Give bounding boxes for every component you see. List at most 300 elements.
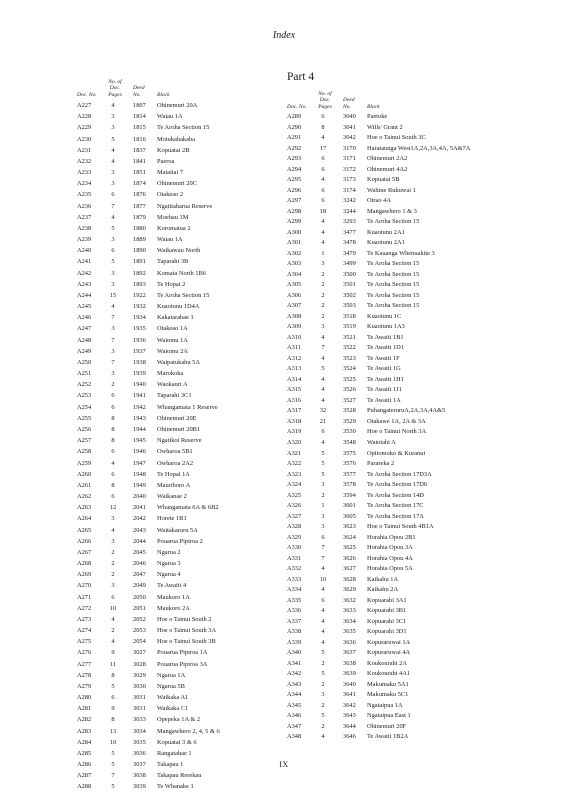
doc-pages: 7 [111, 358, 115, 366]
block-name: Te Hopai 1A [157, 470, 190, 478]
doc-number: A240 [77, 247, 92, 255]
table-row [287, 196, 527, 207]
deed-number: 2042 [133, 515, 146, 523]
table-row [77, 323, 277, 334]
doc-pages: 6 [111, 191, 115, 199]
deed-number: 1893 [133, 280, 146, 288]
block-name: Kopuarahi 3A1 [367, 596, 407, 604]
header-block: Block [157, 91, 170, 98]
table-row [287, 343, 527, 354]
table-row [287, 606, 527, 617]
doc-number: A233 [77, 169, 92, 177]
doc-pages: 4 [321, 333, 325, 341]
doc-pages: 3 [111, 280, 115, 288]
block-name: Horahia Opou 5A [367, 565, 413, 573]
doc-number: A237 [77, 213, 92, 221]
block-name: Hoe o Tainui South 3C [367, 134, 426, 142]
doc-pages: 6 [111, 392, 115, 400]
table-row [287, 238, 527, 249]
table-row [287, 522, 527, 533]
table-row [287, 533, 527, 544]
block-name: Ngarua 2 [157, 548, 181, 556]
block-name: Rangatahae 1 [157, 749, 192, 757]
deed-number: 3637 [343, 649, 356, 657]
deed-number: 2051 [133, 604, 146, 612]
deed-number: 1874 [133, 180, 146, 188]
deed-number: 1815 [133, 124, 146, 132]
deed-number: 3624 [343, 533, 356, 541]
doc-number: A271 [77, 593, 92, 601]
block-name: Takapau Rerekau [157, 772, 202, 780]
deed-number: 1936 [133, 336, 146, 344]
table-row [287, 249, 527, 260]
deed-number: 3242 [343, 197, 356, 205]
doc-number: A228 [77, 113, 92, 121]
doc-pages: 6 [321, 155, 325, 163]
table-row [77, 737, 277, 748]
block-name: Maukoro 2A [157, 604, 190, 612]
block-name: Otrao 4A [367, 197, 391, 205]
table-row [287, 459, 527, 470]
doc-pages: 3 [111, 113, 115, 121]
doc-number: A269 [77, 571, 92, 579]
deed-number: 1880 [133, 224, 146, 232]
doc-pages: 5 [111, 783, 115, 791]
block-name: PuhangateruruA,2A,3A,4A&5 [367, 407, 446, 415]
block-name: Kuaotunu 1C [367, 312, 402, 320]
deed-number: 3519 [343, 323, 356, 331]
doc-number: A239 [77, 236, 92, 244]
doc-pages: 4 [111, 157, 115, 165]
header-block: Block [367, 103, 380, 110]
block-name: Kopuraruwai 1A [367, 638, 411, 646]
block-name: Kopuatai 5B [367, 176, 400, 184]
table-row [287, 354, 527, 365]
table-row [77, 402, 277, 413]
deed-number: 3499 [343, 260, 356, 268]
block-name: Maurihoro A [157, 481, 191, 489]
doc-number: A313 [287, 365, 302, 373]
index-rows-left [77, 100, 277, 793]
table-row [287, 385, 527, 396]
block-name: Ngarua 1A [157, 671, 186, 679]
doc-pages: 2 [321, 302, 325, 310]
index-rows-right [287, 112, 527, 743]
doc-number: A274 [77, 627, 92, 635]
doc-pages: 3 [111, 582, 115, 590]
table-row [287, 144, 527, 155]
block-name: Wahine Rukuwai 1 [367, 186, 416, 194]
doc-pages: 6 [111, 247, 115, 255]
block-name: Te Aroha Section 15 [367, 218, 420, 226]
doc-pages: 9 [111, 649, 115, 657]
deed-number: 3634 [343, 617, 356, 625]
doc-number: A273 [77, 615, 92, 623]
deed-number: 3636 [343, 638, 356, 646]
doc-number: A268 [77, 560, 92, 568]
table-row [287, 627, 527, 638]
doc-number: A278 [77, 671, 92, 679]
doc-number: A252 [77, 381, 92, 389]
deed-number: 1934 [133, 314, 146, 322]
block-name: Ohinemuri 20E [157, 414, 197, 422]
block-name: Kopuraruwai 4A [367, 649, 411, 657]
table-row [287, 333, 527, 344]
doc-number: A329 [287, 533, 302, 541]
doc-pages: 6 [111, 493, 115, 501]
deed-number: 1837 [133, 146, 146, 154]
block-name: Koromatua 2 [157, 224, 191, 232]
deed-number: 1937 [133, 347, 146, 355]
deed-number: 3042 [343, 134, 356, 142]
block-name: Opitomoko & Kuranui [367, 449, 426, 457]
doc-number: A242 [77, 269, 92, 277]
block-name: Koukourahi 2A [367, 659, 407, 667]
deed-number: 1938 [133, 358, 146, 366]
doc-number: A232 [77, 157, 92, 165]
doc-pages: 4 [321, 239, 325, 247]
deed-number: 3040 [343, 113, 356, 120]
deed-number: 3522 [343, 344, 356, 352]
table-row [287, 480, 527, 491]
deed-number: 3031 [133, 705, 146, 713]
doc-pages: 6 [321, 113, 325, 120]
table-row [77, 268, 277, 279]
doc-number: A328 [287, 523, 302, 531]
block-name: Koukourahi 4A1 [367, 670, 411, 678]
doc-pages: 4 [321, 617, 325, 625]
table-row [287, 543, 527, 554]
doc-pages: 3 [321, 512, 325, 520]
table-row [77, 424, 277, 435]
table-row [77, 178, 277, 189]
doc-number: A266 [77, 537, 92, 545]
doc-number: A295 [287, 176, 302, 184]
doc-number: A244 [77, 291, 92, 299]
doc-pages: 3 [321, 523, 325, 531]
doc-number: A245 [77, 303, 92, 311]
doc-number: A290 [287, 123, 302, 131]
doc-number: A302 [287, 249, 302, 257]
table-row [77, 201, 277, 212]
table-row [77, 770, 277, 781]
doc-pages: 6 [321, 197, 325, 205]
block-name: Kuaotunu 1A3 [367, 323, 405, 331]
deed-number: 3644 [343, 722, 356, 730]
block-name: Whangamata 1 Reserve [157, 403, 218, 411]
block-name: Waitakaruru 5A [157, 526, 198, 534]
doc-number: A297 [287, 197, 302, 205]
deed-number: 3172 [343, 165, 356, 173]
table-row [287, 186, 527, 197]
doc-number: A315 [287, 386, 302, 394]
deed-number: 1807 [133, 102, 146, 109]
block-name: Kakatarahae 1 [157, 314, 194, 322]
block-name: Otakeao 1A [157, 325, 188, 333]
doc-pages: 3 [111, 169, 115, 177]
doc-pages: 3 [111, 269, 115, 277]
block-name: Hoe o Tainui South 3A [157, 627, 217, 635]
doc-number: A304 [287, 270, 302, 278]
table-row [77, 569, 277, 580]
block-name: Kuaotunu 2A1 [367, 239, 405, 247]
block-name: Te Awaiti 1B2A [367, 733, 409, 741]
deed-number: 3031 [133, 694, 146, 702]
doc-number: A227 [77, 102, 92, 109]
doc-pages: 5 [321, 670, 325, 678]
doc-pages: 2 [321, 291, 325, 299]
doc-pages: 3 [321, 260, 325, 268]
deed-number: 2052 [133, 615, 146, 623]
doc-number: A291 [287, 134, 302, 142]
doc-pages: 5 [111, 258, 115, 266]
table-row [287, 438, 527, 449]
block-name: Hoe o Tainui South 3B [157, 638, 216, 646]
deed-number: 3640 [343, 680, 356, 688]
table-row [287, 364, 527, 375]
deed-number: 3038 [133, 772, 146, 780]
deed-number: 1935 [133, 325, 146, 333]
doc-number: A331 [287, 554, 302, 562]
deed-number: 3642 [343, 701, 356, 709]
block-name: Te Aroha Section 15 [367, 281, 420, 289]
doc-number: A259 [77, 459, 92, 467]
deed-number: 3576 [343, 460, 356, 468]
doc-number: A284 [77, 738, 92, 746]
deed-number: 1948 [133, 470, 146, 478]
block-name: Te Aroha Section 17D3A [367, 470, 432, 478]
block-name: Owharoa 5B1 [157, 448, 193, 456]
deed-number: 3605 [343, 512, 356, 520]
block-name: Te Awaiti 1H1 [367, 375, 404, 383]
doc-number: A251 [77, 370, 92, 378]
block-name: Te Aroha Section 15 [367, 260, 420, 268]
doc-pages: 5 [321, 470, 325, 478]
table-row [77, 469, 277, 480]
doc-number: A235 [77, 191, 92, 199]
table-row [77, 726, 277, 737]
block-name: Opepeka 1A & 2 [157, 716, 201, 724]
block-name: Makumaku 5C1 [367, 691, 409, 699]
block-name: Ngatitaharua Reserve [157, 202, 213, 210]
block-name: Te Aroha Section 15 [157, 291, 210, 299]
table-row [77, 290, 277, 301]
doc-number: A280 [77, 694, 92, 702]
block-name: Te Awaiti 1F [367, 354, 400, 362]
table-row [77, 368, 277, 379]
doc-number: A341 [287, 659, 302, 667]
doc-pages: 4 [321, 607, 325, 615]
block-name: Ngataipua East 1 [367, 712, 411, 720]
table-row [77, 558, 277, 569]
block-name: Komata North 1B6 [157, 269, 206, 277]
doc-pages: 6 [111, 694, 115, 702]
doc-number: A279 [77, 682, 92, 690]
table-row [287, 133, 527, 144]
table-row [77, 134, 277, 145]
table-row [77, 502, 277, 513]
doc-number: A241 [77, 258, 92, 266]
table-row [287, 470, 527, 481]
doc-number: A337 [287, 617, 302, 625]
deed-number: 1851 [133, 169, 146, 177]
table-row [77, 714, 277, 725]
table-row [287, 375, 527, 386]
table-row [287, 112, 527, 123]
block-name: Horahia Opou 2B1 [367, 533, 416, 541]
table-row [287, 449, 527, 460]
table-row [287, 501, 527, 512]
doc-pages: 4 [321, 228, 325, 236]
block-name: Taparahi 3B [157, 258, 189, 266]
doc-pages: 2 [111, 627, 115, 635]
block-name: Te Aroha Section 17D6 [367, 481, 428, 489]
block-name: Waipatukahu 5A [157, 358, 200, 366]
doc-number: A272 [77, 604, 92, 612]
doc-number: A288 [77, 783, 92, 791]
table-row [77, 111, 277, 122]
doc-number: A267 [77, 548, 92, 556]
table-row [287, 259, 527, 270]
doc-pages: 6 [111, 448, 115, 456]
column-headers [287, 86, 527, 112]
doc-pages: 5 [321, 460, 325, 468]
doc-pages: 8 [111, 425, 115, 433]
deed-number: 3478 [343, 239, 356, 247]
doc-pages: 7 [111, 314, 115, 322]
deed-number: 3578 [343, 481, 356, 489]
table-row [287, 312, 527, 323]
deed-number: 1876 [133, 191, 146, 199]
doc-pages: 11 [109, 660, 117, 668]
deed-number: 2050 [133, 593, 146, 601]
deed-number: 3171 [343, 155, 356, 163]
doc-pages: 2 [111, 560, 115, 568]
doc-number: A318 [287, 417, 302, 425]
doc-pages: 2 [321, 701, 325, 709]
block-name: Te Aroha Section 15 [157, 124, 210, 132]
doc-pages: 7 [321, 344, 325, 352]
header-doc-pages: No. of Doc. Pages [318, 90, 332, 110]
header-doc-no: Doc. No. [287, 103, 307, 110]
doc-pages: 4 [321, 438, 325, 446]
block-name: Maukoro 1A [157, 593, 190, 601]
doc-number: A285 [77, 749, 92, 757]
deed-number: 3530 [343, 428, 356, 436]
block-name: Te Aroha Section 15 [367, 270, 420, 278]
deed-number: 1816 [133, 135, 146, 143]
deed-number: 3527 [343, 396, 356, 404]
doc-pages: 2 [321, 491, 325, 499]
table-row [287, 322, 527, 333]
doc-pages: 2 [321, 281, 325, 289]
deed-number: 3479 [343, 249, 356, 257]
block-name: Hoe o Tainui North 3A [367, 428, 427, 436]
block-name: Kuaotunu 1D4A [157, 303, 200, 311]
table-row [287, 280, 527, 291]
deed-number: 3524 [343, 365, 356, 373]
deed-number: 1889 [133, 236, 146, 244]
doc-pages: 15 [109, 291, 117, 299]
doc-pages: 6 [321, 533, 325, 541]
doc-number: A249 [77, 347, 92, 355]
doc-number: A248 [77, 336, 92, 344]
table-row [287, 301, 527, 312]
block-name: Kaikahu 2A [367, 586, 399, 594]
block-name: Te Aroha Section 17A [367, 512, 424, 520]
deed-number: 3526 [343, 386, 356, 394]
table-row [287, 512, 527, 523]
table-row [287, 207, 527, 218]
table-row [77, 547, 277, 558]
table-row [77, 245, 277, 256]
doc-pages: 4 [111, 459, 115, 467]
doc-number: A312 [287, 354, 302, 362]
deed-number: 3529 [343, 417, 356, 425]
doc-pages: 3 [321, 691, 325, 699]
block-name: Te Awaiti 1A [367, 396, 401, 404]
doc-number: A327 [287, 512, 302, 520]
block-name: Waiomu 1A [157, 336, 188, 344]
table-row [77, 670, 277, 681]
table-row [77, 491, 277, 502]
doc-pages: 4 [321, 176, 325, 184]
deed-number: 3646 [343, 733, 356, 741]
doc-number: A277 [77, 660, 92, 668]
doc-number: A230 [77, 135, 92, 143]
doc-pages: 5 [321, 449, 325, 457]
deed-number: 1841 [133, 157, 146, 165]
doc-number: A257 [77, 437, 92, 445]
table-row [77, 379, 277, 390]
block-name: Mangawhero 2, 4, 5 & 6 [157, 727, 220, 735]
block-name: Whangamata 6A & 6B2 [157, 504, 219, 512]
doc-pages: 6 [321, 186, 325, 194]
deed-number: 3521 [343, 333, 356, 341]
block-name: Kopuarahi 3B1 [367, 607, 407, 615]
index-column-left [77, 62, 277, 793]
block-name: Waiomu 2A [157, 347, 188, 355]
doc-pages: 3 [111, 370, 115, 378]
table-row [287, 270, 527, 281]
doc-number: A292 [287, 144, 302, 152]
table-row [77, 279, 277, 290]
block-name: Ngarua 4 [157, 571, 181, 579]
doc-pages: 6 [321, 596, 325, 604]
doc-number: A348 [287, 733, 302, 741]
deed-number: 3641 [343, 691, 356, 699]
doc-number: A323 [287, 470, 302, 478]
block-name: Kuaotunu 2A1 [367, 228, 405, 236]
table-row [287, 648, 527, 659]
doc-pages: 4 [321, 386, 325, 394]
doc-pages: 4 [321, 134, 325, 142]
block-name: Paeroa [157, 157, 175, 165]
deed-number: 3548 [343, 438, 356, 446]
doc-number: A308 [287, 312, 302, 320]
block-name: Pouarua Pipiroa 1A [157, 649, 208, 657]
doc-pages: 10 [109, 738, 117, 746]
deed-number: 3034 [133, 727, 146, 735]
deed-number: 1877 [133, 202, 146, 210]
doc-number: A309 [287, 323, 302, 331]
table-row [77, 223, 277, 234]
block-name: Kopuarahi 3C1 [367, 617, 407, 625]
doc-pages: 4 [321, 354, 325, 362]
table-row [287, 175, 527, 186]
block-name: Kaikahu 1A [367, 575, 399, 583]
doc-pages: 8 [111, 671, 115, 679]
